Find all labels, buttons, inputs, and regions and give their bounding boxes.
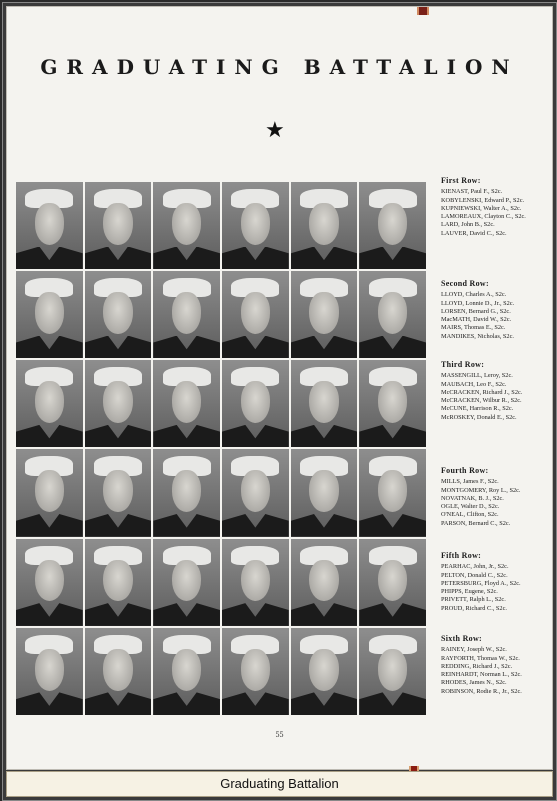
name-entry: MASSENGILL, Leroy, S2c. xyxy=(441,372,513,380)
row-group-5 xyxy=(441,552,549,613)
portrait-photo xyxy=(16,449,83,536)
page-title: GRADUATING BATTALION xyxy=(40,55,519,79)
name-entry: McCUNE, Harrison R., S2c. xyxy=(441,405,514,413)
name-entry: OGLE, Walter D., S2c. xyxy=(441,503,500,511)
name-entry: MANDIKES, Nicholas, S2c. xyxy=(441,332,514,340)
portrait-face xyxy=(378,560,407,602)
row-group-6 xyxy=(441,635,549,696)
portrait-jumper xyxy=(153,514,220,537)
name-entry: PROUD, Richard C., S2c. xyxy=(441,604,507,612)
portrait-photo xyxy=(222,182,289,269)
portrait-photo xyxy=(85,182,152,269)
portrait-jumper xyxy=(85,603,152,626)
portrait-photo xyxy=(85,539,152,626)
portrait-face xyxy=(35,292,64,334)
name-entry: LLOYD, Lonnie D., Jr., S2c. xyxy=(441,299,515,307)
portrait-photo xyxy=(16,271,83,358)
portrait-photo xyxy=(359,628,426,715)
portrait-face xyxy=(172,470,201,512)
name-entry: MAIRS, Thomas E., S2c. xyxy=(441,324,506,332)
portrait-face xyxy=(241,649,270,691)
portrait-face xyxy=(241,381,270,423)
portrait-jumper xyxy=(291,336,358,359)
row-heading: Third Row: xyxy=(441,360,485,369)
portrait-jumper xyxy=(85,514,152,537)
yearbook-page xyxy=(6,6,553,770)
portrait-face xyxy=(172,560,201,602)
portrait-face xyxy=(241,203,270,245)
name-entry: PEARHAC, John, Jr., S2c. xyxy=(441,563,509,571)
portrait-face xyxy=(309,470,338,512)
name-entry: McROSKEY, Donald E., S2c. xyxy=(441,413,517,421)
portrait-jumper xyxy=(16,514,83,537)
portrait-photo xyxy=(153,271,220,358)
portrait-jumper xyxy=(153,425,220,448)
portrait-face xyxy=(172,203,201,245)
name-entry: RHODES, James N., S2c. xyxy=(441,679,507,687)
portrait-jumper xyxy=(222,425,289,448)
portrait-photo xyxy=(222,628,289,715)
portrait-face xyxy=(309,203,338,245)
portrait-photo xyxy=(85,628,152,715)
portrait-photo xyxy=(85,449,152,536)
portrait-jumper xyxy=(16,692,83,715)
name-entry: MONTGOMERY, Roy L., S2c. xyxy=(441,486,521,494)
portrait-photo xyxy=(291,360,358,447)
name-entry: REDDING, Richard J., S2c. xyxy=(441,662,513,670)
portrait-jumper xyxy=(291,603,358,626)
portrait-face xyxy=(35,649,64,691)
portrait-photo xyxy=(291,182,358,269)
row-heading: Second Row: xyxy=(441,279,489,288)
portrait-jumper xyxy=(16,336,83,359)
portrait-face xyxy=(35,560,64,602)
portrait-photo xyxy=(85,271,152,358)
name-entry: KIENAST, Paul F., S2c. xyxy=(441,188,503,196)
portrait-face xyxy=(172,649,201,691)
name-entry: PELTON, Donald C., S2c. xyxy=(441,571,508,579)
star-icon: ★ xyxy=(265,117,285,142)
portrait-face xyxy=(309,381,338,423)
name-entry: McCRACKEN, Wilbur R., S2c. xyxy=(441,397,522,405)
name-entry: LARD, John B., S2c. xyxy=(441,221,495,229)
portrait-face xyxy=(103,560,132,602)
portrait-jumper xyxy=(359,247,426,270)
portrait-face xyxy=(241,470,270,512)
portrait-photo xyxy=(16,628,83,715)
name-entry: O'NEAL, Clifton, S2c. xyxy=(441,511,499,519)
portrait-jumper xyxy=(85,336,152,359)
page-number: 55 xyxy=(275,730,284,739)
name-entry: PRIVETT, Ralph L., S2c. xyxy=(441,596,506,604)
portrait-face xyxy=(103,203,132,245)
portrait-jumper xyxy=(16,425,83,448)
portrait-face xyxy=(172,381,201,423)
portrait-photo xyxy=(222,539,289,626)
name-entry: PETERSBURG, Floyd A., S2c. xyxy=(441,579,521,587)
portrait-jumper xyxy=(153,603,220,626)
portrait-jumper xyxy=(222,247,289,270)
portrait-face xyxy=(309,292,338,334)
portrait-jumper xyxy=(359,692,426,715)
portrait-jumper xyxy=(222,692,289,715)
portrait-photo xyxy=(153,360,220,447)
portrait-photo xyxy=(359,271,426,358)
name-entry: McCRACKEN, Richard J., S2c. xyxy=(441,388,523,396)
portrait-face xyxy=(241,560,270,602)
portrait-photo xyxy=(222,360,289,447)
portrait-face xyxy=(103,470,132,512)
portrait-jumper xyxy=(291,514,358,537)
row-group-1 xyxy=(441,177,549,238)
portrait-face xyxy=(103,649,132,691)
portrait-face xyxy=(35,381,64,423)
portrait-photo xyxy=(291,449,358,536)
portrait-photo xyxy=(359,360,426,447)
name-entry: ROBINSON, Rodie R., Jr., S2c. xyxy=(441,687,522,695)
portrait-photo xyxy=(16,360,83,447)
row-group-3 xyxy=(441,361,549,422)
row-group-4 xyxy=(441,467,549,528)
portrait-jumper xyxy=(153,247,220,270)
portrait-jumper xyxy=(85,247,152,270)
portrait-face xyxy=(103,381,132,423)
portrait-photo xyxy=(85,360,152,447)
row-heading: First Row: xyxy=(441,176,481,185)
name-entry: RAINEY, Joseph W., S2c. xyxy=(441,646,507,654)
portrait-photo xyxy=(291,271,358,358)
portrait-photo xyxy=(153,539,220,626)
portrait-jumper xyxy=(16,247,83,270)
name-entry: PARSON, Bernard C., S2c. xyxy=(441,519,511,527)
name-entry: KUPNIEWSKI, Walter A., S2c. xyxy=(441,204,522,212)
row-heading: Fifth Row: xyxy=(441,551,482,560)
portrait-photo xyxy=(359,539,426,626)
portrait-photo xyxy=(359,449,426,536)
portrait-jumper xyxy=(222,336,289,359)
portrait-photo xyxy=(359,182,426,269)
name-entry: LAUVER, David C., S2c. xyxy=(441,229,507,237)
portrait-face xyxy=(309,560,338,602)
portrait-jumper xyxy=(153,692,220,715)
portrait-jumper xyxy=(291,692,358,715)
row-group-2 xyxy=(441,280,549,341)
portrait-face xyxy=(35,470,64,512)
portrait-face xyxy=(378,292,407,334)
name-entry: NOVATNAK, B. J., S2c. xyxy=(441,494,504,502)
caption-bar: Graduating Battalion xyxy=(6,771,553,797)
row-heading: Sixth Row: xyxy=(441,634,483,643)
portrait-jumper xyxy=(291,247,358,270)
name-entry: REINHARDT, Norman L., S2c. xyxy=(441,671,522,679)
portrait-photo xyxy=(153,182,220,269)
name-entry: MAUBACH, Leo F., S2c. xyxy=(441,380,507,388)
portrait-jumper xyxy=(222,514,289,537)
portrait-jumper xyxy=(359,336,426,359)
portrait-face xyxy=(35,203,64,245)
name-entry: LAMOREAUX, Clayton C., S2c. xyxy=(441,213,526,221)
portrait-face xyxy=(378,470,407,512)
portrait-jumper xyxy=(359,603,426,626)
portrait-photo xyxy=(16,182,83,269)
portrait-face xyxy=(378,381,407,423)
portrait-grid xyxy=(16,182,426,715)
portrait-jumper xyxy=(85,692,152,715)
name-entry: MacMATH, David W., S2c. xyxy=(441,316,512,324)
portrait-photo xyxy=(291,628,358,715)
name-entry: LORSEN, Bernard G., S2c. xyxy=(441,307,511,315)
portrait-face xyxy=(309,649,338,691)
portrait-face xyxy=(378,649,407,691)
portrait-jumper xyxy=(359,425,426,448)
portrait-face xyxy=(103,292,132,334)
portrait-face xyxy=(172,292,201,334)
portrait-jumper xyxy=(291,425,358,448)
portrait-photo xyxy=(291,539,358,626)
name-entry: MILLS, James F., S2c. xyxy=(441,478,499,486)
portrait-photo xyxy=(153,449,220,536)
portrait-photo xyxy=(222,449,289,536)
row-heading: Fourth Row: xyxy=(441,466,489,475)
bookmark-ribbon xyxy=(417,7,429,15)
name-entry: RAYFORTH, Thomas W., S2c. xyxy=(441,654,520,662)
portrait-photo xyxy=(16,539,83,626)
name-entry: KOBYLENSKI, Edward P., S2c. xyxy=(441,196,525,204)
portrait-jumper xyxy=(85,425,152,448)
portrait-jumper xyxy=(222,603,289,626)
portrait-photo xyxy=(222,271,289,358)
portrait-jumper xyxy=(153,336,220,359)
portrait-jumper xyxy=(16,603,83,626)
portrait-face xyxy=(378,203,407,245)
name-entry: LLOYD, Charles A., S2c. xyxy=(441,291,507,299)
name-entry: PHIPPS, Eugene, S2c. xyxy=(441,588,498,596)
portrait-face xyxy=(241,292,270,334)
portrait-photo xyxy=(153,628,220,715)
portrait-jumper xyxy=(359,514,426,537)
